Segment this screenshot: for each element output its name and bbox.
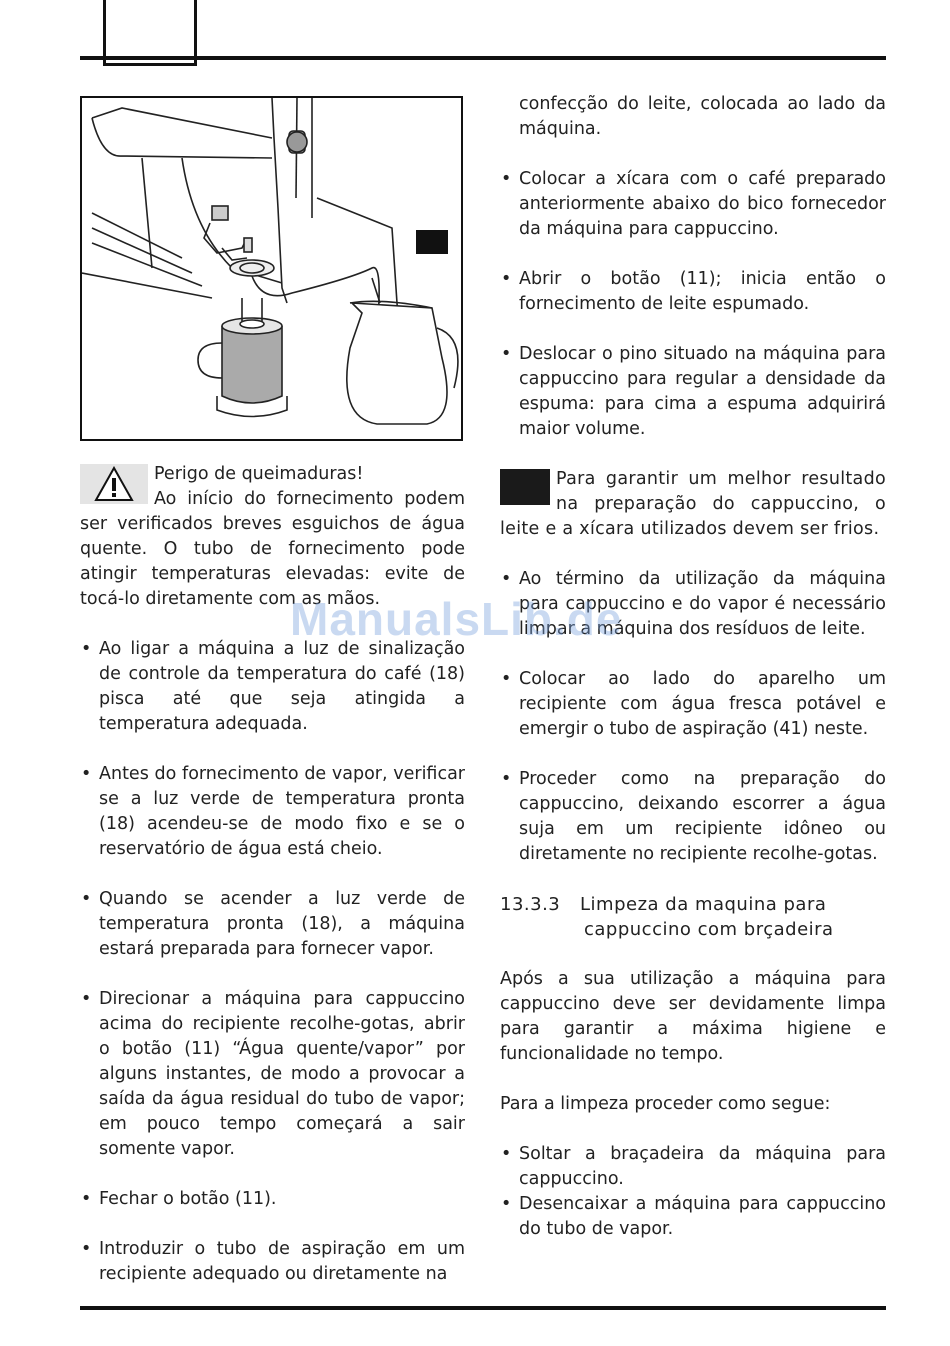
list-item: • Antes do fornecimento de vapor, verificar se a luz verde de temperatura pronta (18) acendeu-se de modo fixo e se o reservatório de água está cheio. xyxy=(80,762,465,862)
left-column xyxy=(80,462,465,1287)
watermark: ManualsLib.de xyxy=(290,593,623,645)
list-item: • Ao ligar a máquina a luz de sinalização de controle da temperatura do café (18) pisca até que seja atingida a temperatura adequada. xyxy=(80,637,465,737)
section-number: 13.3.3 xyxy=(500,894,561,915)
note-marker xyxy=(500,469,550,505)
list-item: • Soltar a braçadeira da máquina para cappuccino. xyxy=(500,1142,886,1192)
machine-drawing xyxy=(82,98,461,439)
note-text: Para garantir um melhor resultado na preparação do cappuccino, o leite e a xícara utilizados devem ser frios. xyxy=(500,469,886,539)
list-item: • Fechar o botão (11). xyxy=(80,1187,465,1212)
section-heading xyxy=(500,892,886,942)
top-rule xyxy=(80,56,886,60)
list-item: • Direcionar a máquina para cappuccino acima do recipiente recolhe-gotas, abrir o botão (11) “Água quente/vapor” por alguns instantes, de modo a provocar a saída da água residual do tubo de vapor; em pouco tempo começará a sair somente vapor. xyxy=(80,987,465,1162)
section-paragraph: Após a sua utilização a máquina para cappuccino deve ser devidamente limpa para garantir a máxima higiene e funcionalidade no tempo. xyxy=(500,969,886,1064)
list-item: • Quando se acender a luz verde de temperatura pronta (18), a máquina estará preparada para fornecer vapor. xyxy=(80,887,465,962)
list-item: • Colocar a xícara com o café preparado anteriormente abaixo do bico fornecedor da máquina para cappuccino. xyxy=(500,167,886,242)
section-title-line2: cappuccino com brçadeira xyxy=(584,919,834,940)
bottom-rule xyxy=(80,1306,886,1310)
warning-text: Ao início do fornecimento podem ser verificados breves esguichos de água quente. O tubo de fornecimento pode atingir temperaturas elevadas: evite de tocá-lo diretamente com as mãos. xyxy=(80,489,465,609)
warning-title: Perigo de queimaduras! xyxy=(154,464,364,484)
list-item: • Abrir o botão (11); inicia então o fornecimento de leite espumado. xyxy=(500,267,886,317)
list-item: • Introduzir o tubo de aspiração em um recipiente adequado ou diretamente na xyxy=(80,1237,465,1287)
section-intro: Para a limpeza proceder como segue: xyxy=(500,1094,831,1114)
list-item: • Ao término da utilização da máquina para cappuccino e do vapor é necessário limpar a máquina dos resíduos de leite. xyxy=(500,567,886,642)
list-item: • Deslocar o pino situado na máquina para cappuccino para regular a densidade da espuma: para cima a espuma adquirirá maior volume. xyxy=(500,342,886,442)
warning-icon xyxy=(80,464,148,504)
cappuccino-illustration xyxy=(80,96,463,441)
continued-text: confecção do leite, colocada ao lado da máquina. xyxy=(519,94,886,139)
right-column xyxy=(500,92,886,1242)
list-item: • Desencaixar a máquina para cappuccino do tubo de vapor. xyxy=(500,1192,886,1242)
list-item: • Proceder como na preparação do cappuccino, deixando escorrer a água suja em um recipiente idôneo ou diretamente no recipiente recolhe-gotas. xyxy=(500,767,886,867)
list-item: • Colocar ao lado do aparelho um recipiente com água fresca potável e emergir o tubo de aspiração (41) neste. xyxy=(500,667,886,742)
section-title-line1: Limpeza da maquina para xyxy=(580,894,827,915)
note-callout xyxy=(500,467,886,542)
burn-warning xyxy=(80,462,465,612)
